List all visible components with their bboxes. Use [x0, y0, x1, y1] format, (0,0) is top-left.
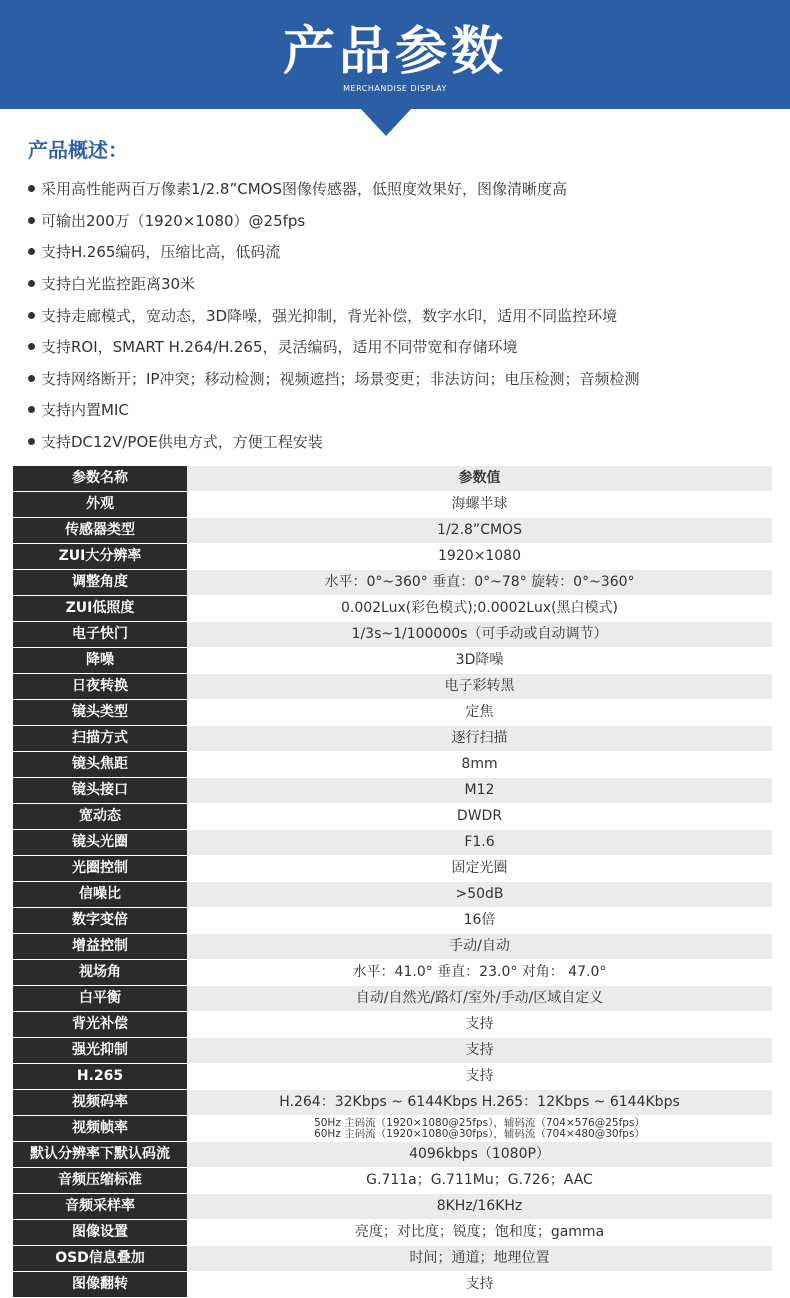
spec-name: 音频采样率 — [13, 1194, 187, 1220]
spec-value: 支持 — [187, 1038, 772, 1064]
spec-value: DWDR — [187, 804, 772, 830]
spec-name: 信噪比 — [13, 882, 187, 908]
overview-title: 产品概述： — [28, 138, 128, 162]
table-row — [13, 934, 772, 960]
table-row — [13, 778, 772, 804]
spec-name: 图像翻转 — [13, 1272, 187, 1298]
table-row — [13, 1142, 772, 1168]
table-row — [13, 1246, 772, 1272]
header-name-cell: 参数名称 — [13, 466, 187, 492]
table-row — [13, 882, 772, 908]
feature-item — [28, 331, 639, 363]
spec-value: 水平：0°~360° 垂直：0°~78° 旋转：0°~360° — [187, 570, 772, 596]
feature-text: 支持网络断开；IP冲突；移动检测；视频遮挡；场景变更；非法访问；电压检测；音频检测 — [41, 369, 640, 388]
spec-name: 宽动态 — [13, 804, 187, 830]
bullet-icon — [28, 438, 35, 445]
feature-item — [28, 394, 639, 426]
spec-name: 默认分辨率下默认码流 — [13, 1142, 187, 1168]
table-row — [13, 1038, 772, 1064]
spec-name: 外观 — [13, 492, 187, 518]
spec-name: 视场角 — [13, 960, 187, 986]
spec-value: 水平：41.0° 垂直：23.0° 对角： 47.0° — [187, 960, 772, 986]
spec-name: 光圈控制 — [13, 856, 187, 882]
feature-list — [28, 173, 639, 457]
spec-value: 4096kbps（1080P） — [187, 1142, 772, 1168]
spec-value: 电子彩转黑 — [187, 674, 772, 700]
table-row — [13, 674, 772, 700]
spec-value: 时间；通道；地理位置 — [187, 1246, 772, 1272]
spec-name: 传感器类型 — [13, 518, 187, 544]
spec-name: 增益控制 — [13, 934, 187, 960]
table-row — [13, 752, 772, 778]
table-row — [13, 1012, 772, 1038]
feature-text: 支持走廊模式，宽动态，3D降噪，强光抑制，背光补偿，数字水印，适用不同监控环境 — [41, 306, 618, 325]
spec-name: ZUI低照度 — [13, 596, 187, 622]
spec-value: G.711a；G.711Mu；G.726；AAC — [187, 1168, 772, 1194]
spec-name: 镜头类型 — [13, 700, 187, 726]
table-row — [13, 1090, 772, 1116]
table-row — [13, 622, 772, 648]
spec-name: 扫描方式 — [13, 726, 187, 752]
spec-value — [187, 1116, 772, 1142]
spec-name: 背光补偿 — [13, 1012, 187, 1038]
table-row — [13, 830, 772, 856]
feature-item — [28, 426, 639, 458]
feature-text: 支持白光监控距离30米 — [41, 275, 196, 294]
spec-name: 视频帧率 — [13, 1116, 187, 1142]
spec-value: 1920×1080 — [187, 544, 772, 570]
spec-value: H.264：32Kbps ~ 6144Kbps H.265：12Kbps ~ 6144Kbps — [187, 1090, 772, 1116]
bullet-icon — [28, 343, 35, 350]
header-value-cell: 参数值 — [187, 466, 772, 492]
table-row — [13, 986, 772, 1012]
bullet-icon — [28, 248, 35, 255]
table-row — [13, 596, 772, 622]
feature-item — [28, 299, 639, 331]
banner-subtitle: MERCHANDISE DISPLAY — [343, 84, 447, 93]
feature-item — [28, 236, 639, 268]
table-row — [13, 856, 772, 882]
table-row — [13, 1116, 772, 1142]
spec-value-line: 50Hz 主码流（1920×1080@25fps），辅码流（704×576@25fps） — [314, 1116, 645, 1129]
spec-name: 视频码率 — [13, 1090, 187, 1116]
spec-name: OSD信息叠加 — [13, 1246, 187, 1272]
banner-title: 产品参数 — [282, 22, 507, 82]
bullet-icon — [28, 280, 35, 287]
spec-name: 镜头焦距 — [13, 752, 187, 778]
feature-text: 可输出200万（1920×1080）@25fps — [41, 211, 306, 230]
spec-name: H.265 — [13, 1064, 187, 1090]
table-row — [13, 700, 772, 726]
table-row — [13, 1194, 772, 1220]
table-row — [13, 960, 772, 986]
spec-name: 音频压缩标准 — [13, 1168, 187, 1194]
spec-name: 日夜转换 — [13, 674, 187, 700]
spec-value: 定焦 — [187, 700, 772, 726]
spec-name: 白平衡 — [13, 986, 187, 1012]
spec-name: 强光抑制 — [13, 1038, 187, 1064]
table-header-row — [13, 466, 772, 492]
spec-value: 16倍 — [187, 908, 772, 934]
spec-name: 调整角度 — [13, 570, 187, 596]
feature-item — [28, 205, 639, 237]
banner-pointer-triangle — [360, 108, 412, 136]
table-row — [13, 1064, 772, 1090]
table-row — [13, 908, 772, 934]
bullet-icon — [28, 375, 35, 382]
spec-value: 3D降噪 — [187, 648, 772, 674]
feature-item — [28, 268, 639, 300]
bullet-icon — [28, 217, 35, 224]
spec-table — [13, 466, 772, 1298]
table-row — [13, 804, 772, 830]
spec-value: 1/2.8”CMOS — [187, 518, 772, 544]
spec-value-line: 60Hz 主码流（1920×1080@30fps），辅码流（704×480@30fps） — [314, 1127, 645, 1140]
spec-value: M12 — [187, 778, 772, 804]
feature-text: 支持H.265编码，压缩比高，低码流 — [41, 243, 281, 262]
spec-value: 手动/自动 — [187, 934, 772, 960]
spec-value: 支持 — [187, 1064, 772, 1090]
table-row — [13, 1168, 772, 1194]
spec-value: F1.6 — [187, 830, 772, 856]
bullet-icon — [28, 185, 35, 192]
spec-value: 0.002Lux(彩色模式);0.0002Lux(黑白模式) — [187, 596, 772, 622]
feature-item — [28, 173, 639, 205]
spec-name: 电子快门 — [13, 622, 187, 648]
spec-name: 数字变倍 — [13, 908, 187, 934]
header-banner — [0, 0, 790, 109]
table-row — [13, 492, 772, 518]
table-row — [13, 648, 772, 674]
spec-name: 镜头光圈 — [13, 830, 187, 856]
spec-value: 支持 — [187, 1272, 772, 1298]
spec-value: >50dB — [187, 882, 772, 908]
spec-value: 亮度；对比度；锐度；饱和度；gamma — [187, 1220, 772, 1246]
table-row — [13, 726, 772, 752]
spec-value: 8KHz/16KHz — [187, 1194, 772, 1220]
table-row — [13, 544, 772, 570]
spec-name: 降噪 — [13, 648, 187, 674]
spec-name: ZUI大分辨率 — [13, 544, 187, 570]
spec-value: 逐行扫描 — [187, 726, 772, 752]
spec-value: 海螺半球 — [187, 492, 772, 518]
spec-name: 图像设置 — [13, 1220, 187, 1246]
spec-value: 1/3s~1/100000s（可手动或自动调节） — [187, 622, 772, 648]
table-row — [13, 570, 772, 596]
spec-value: 固定光圈 — [187, 856, 772, 882]
spec-value: 8mm — [187, 752, 772, 778]
spec-value: 自动/自然光/路灯/室外/手动/区域自定义 — [187, 986, 772, 1012]
feature-text: 采用高性能两百万像素1/2.8”CMOS图像传感器，低照度效果好，图像清晰度高 — [41, 180, 567, 199]
bullet-icon — [28, 406, 35, 413]
table-row — [13, 1272, 772, 1298]
feature-text: 支持DC12V/POE供电方式，方便工程安装 — [41, 433, 323, 452]
feature-item — [28, 363, 639, 395]
bullet-icon — [28, 312, 35, 319]
table-row — [13, 518, 772, 544]
spec-name: 镜头接口 — [13, 778, 187, 804]
feature-text: 支持ROI，SMART H.264/H.265，灵活编码，适用不同带宽和存储环境 — [41, 338, 518, 357]
feature-text: 支持内置MIC — [41, 401, 129, 420]
spec-value: 支持 — [187, 1012, 772, 1038]
table-row — [13, 1220, 772, 1246]
